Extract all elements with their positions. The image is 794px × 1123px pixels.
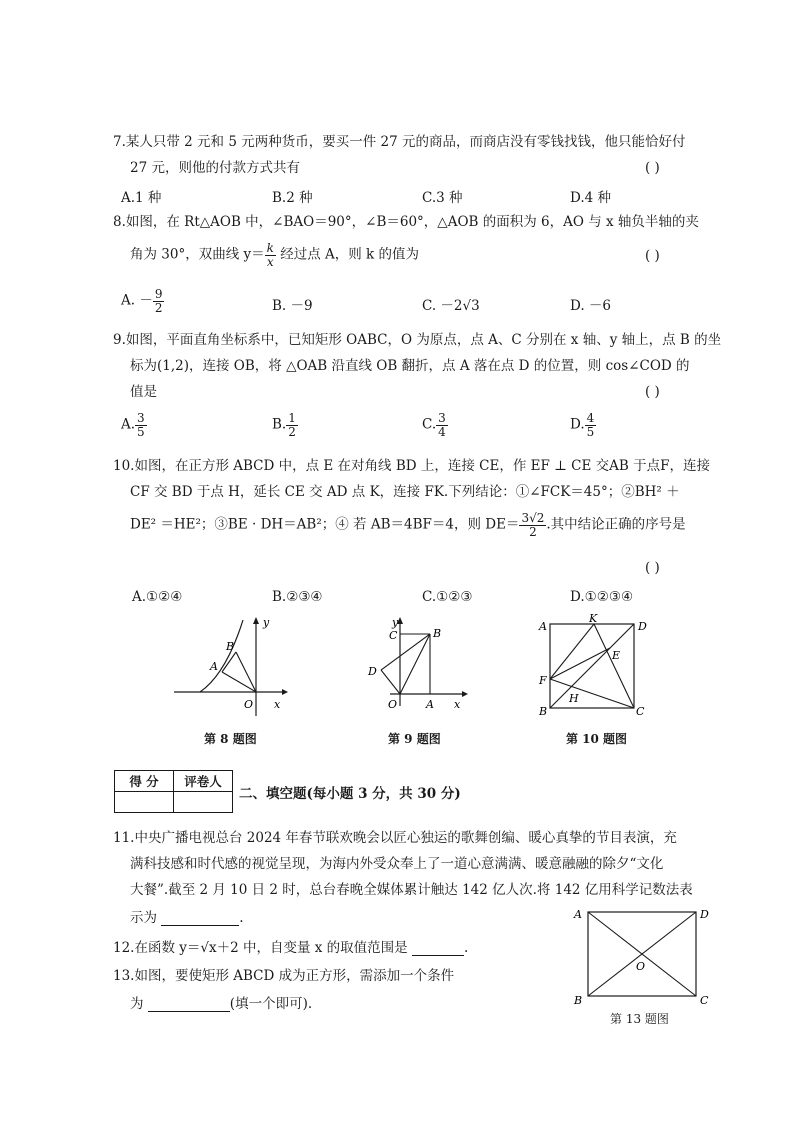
q8-option-d: D. －6 [570, 298, 612, 314]
fig8-label-x: x [274, 698, 281, 711]
fig8-x-arrow [282, 689, 288, 695]
q7-option-c: C.3 种 [422, 190, 463, 206]
fig10-label-e: E [612, 649, 621, 662]
q9-answer-paren: ( ) [645, 384, 660, 400]
q13-line2-pre: 为 [130, 996, 144, 1012]
fig9-label-x: x [454, 698, 461, 711]
q8-frac-num: k [266, 241, 274, 255]
q9-option-b-den: 2 [288, 424, 296, 439]
fig9-label-a: A [426, 698, 434, 711]
fig10-caption: 第 10 题图 [566, 732, 628, 746]
q11-line4 [130, 910, 244, 926]
q8-line2-post: 经过点 A，则 k 的值为 [275, 246, 420, 263]
q9-line1: 9.如图，平面直角坐标系中，已知矩形 OABC，O 为原点，点 A、C 分别在 x 轴、y 轴上，点 B 的坐 [113, 332, 722, 348]
fig10-segment-fe [550, 648, 610, 679]
q8-option-a-num: 9 [154, 287, 163, 301]
q9-option-c [422, 412, 448, 438]
q12-line [113, 940, 468, 956]
fig9-label-y: y [392, 616, 399, 629]
q10-line3 [130, 512, 686, 538]
fig8-label-b: B [226, 640, 235, 653]
q9-option-d-label: D. [570, 416, 585, 433]
q8-frac-den: x [266, 254, 274, 269]
q7-option-d: D.4 种 [570, 190, 612, 206]
q7-option-a: A.1 种 [121, 190, 162, 206]
fig8-y-arrow [253, 617, 259, 624]
q10-option-a: A.①②④ [132, 589, 183, 605]
q8-option-a [121, 288, 164, 314]
q9-option-d-den: 5 [586, 424, 595, 439]
q9-option-d-num: 4 [586, 411, 595, 425]
fig10-label-b: B [539, 705, 548, 718]
fig8-label-o: O [244, 698, 254, 711]
fig10-label-f: F [539, 674, 547, 687]
q8-line1: 8.如图，在 Rt△AOB 中，∠BAO＝90°，∠B＝60°，△AOB 的面积为 6，AO 与 x 轴负半轴的夹 [113, 214, 699, 230]
fig8-caption: 第 8 题图 [204, 732, 257, 746]
q9-option-b-num: 1 [288, 411, 296, 425]
q8-line2-pre: 角为 30°，双曲线 y＝ [130, 246, 265, 263]
q13-line2-post: (填一个即可). [229, 996, 313, 1012]
figure-10 [536, 612, 656, 722]
q9-option-c-den: 4 [438, 424, 446, 439]
fig9-label-d: D [368, 665, 377, 678]
score-table [114, 770, 233, 813]
score-table-score-cell [115, 792, 174, 813]
fig9-segment-od [381, 670, 400, 694]
q12-post: . [463, 940, 469, 956]
figure-13 [566, 904, 716, 1008]
figure-8 [170, 612, 290, 722]
fig10-segment-ck [594, 624, 634, 708]
q8-answer-paren: ( ) [645, 248, 660, 264]
fig13-label-b: B [574, 994, 583, 1007]
q8-line2 [130, 242, 419, 268]
q10-frac-num: 3√2 [521, 511, 545, 525]
q11-answer-blank[interactable] [161, 911, 239, 926]
fig9-label-b: B [433, 627, 442, 640]
q11-line4-post: . [239, 910, 244, 926]
q12-answer-blank[interactable] [412, 941, 464, 956]
q11-line2: 满科技感和时代感的视觉呈现，为海内外受众奉上了一道心意满满、暖意融融的除夕“文化 [130, 856, 664, 872]
q9-option-c-fraction [436, 412, 448, 438]
fig13-caption: 第 13 题图 [610, 1012, 669, 1026]
q9-option-b-label: B. [272, 416, 287, 433]
q9-option-a [121, 412, 147, 438]
q13-line2 [130, 996, 312, 1012]
q9-option-a-den: 5 [137, 424, 145, 439]
q9-option-c-num: 3 [438, 411, 446, 425]
q9-option-d-fraction [585, 412, 597, 438]
fig10-label-d: D [638, 620, 647, 633]
q9-option-b-fraction [286, 412, 298, 438]
fig8-label-y: y [263, 616, 270, 629]
fig9-caption: 第 9 题图 [388, 732, 441, 746]
fig10-segment-fc [550, 679, 634, 708]
fig10-label-a: A [539, 620, 547, 633]
q10-answer-paren: ( ) [645, 560, 660, 576]
q10-line1: 10.如图，在正方形 ABCD 中，点 E 在对角线 BD 上，连接 CE，作 EF ⊥ CE 交AB 于点F，连接 [113, 458, 710, 474]
q10-option-d: D.①②③④ [570, 589, 634, 605]
q9-option-a-num: 3 [137, 411, 145, 425]
q9-line3: 值是 [130, 384, 157, 400]
q8-option-a-den: 2 [154, 300, 163, 315]
q7-answer-paren: ( ) [645, 160, 660, 176]
fig10-diagonal-bd [550, 624, 634, 708]
fig13-label-c: C [700, 994, 709, 1007]
fig10-label-c: C [636, 705, 645, 718]
q11-line4-pre: 示为 [130, 910, 157, 926]
q10-fraction [519, 512, 546, 538]
score-table-header-row [115, 771, 233, 792]
fig9-x-arrow [462, 691, 468, 697]
q9-option-c-label: C. [422, 416, 437, 433]
q10-line3-post: .其中结论正确的序号是 [546, 516, 686, 533]
q13-line1: 13.如图，要使矩形 ABCD 成为正方形，需添加一个条件 [113, 968, 455, 984]
fig9-segment-ob [400, 634, 430, 694]
q12-text: 12.在函数 y＝√x＋2 中，自变量 x 的取值范围是 [113, 940, 408, 956]
q8-option-a-fraction [153, 288, 165, 314]
score-table-grader-cell [174, 792, 233, 813]
fig13-label-o: O [636, 960, 646, 973]
q9-line2: 标为(1,2)，连接 OB，将 △OAB 沿直线 OB 翻折，点 A 落在点 D 的位置，则 cos∠COD 的 [130, 358, 690, 374]
fig13-label-d: D [700, 908, 709, 921]
q10-line2: CF 交 BD 于点 H，延长 CE 交 AD 点 K，连接 FK.下列结论：①∠FCK＝45°；②BH² ＋ [130, 484, 680, 500]
q9-option-d [570, 412, 596, 438]
q11-line3: 大餐”.截至 2 月 10 日 2 时，总台春晚全媒体累计触达 142 亿人次.将 142 亿用科学记数法表 [130, 882, 693, 898]
fig13-label-a: A [574, 908, 582, 921]
score-table-grader-header: 评卷人 [174, 771, 233, 792]
q9-option-b [272, 412, 298, 438]
figure-9 [362, 612, 472, 722]
q9-option-a-fraction [135, 412, 147, 438]
q10-frac-den: 2 [529, 524, 537, 539]
q11-line1: 11.中央广播电视总台 2024 年春节联欢晚会以匠心独运的歌舞创编、暖心真挚的节目表演，充 [113, 830, 677, 846]
q9-option-a-label: A. [121, 416, 136, 433]
q10-line3-pre: DE² ＝HE²；③BE · DH＝AB²；④ 若 AB＝4BF＝4，则 DE＝ [130, 516, 520, 533]
score-table-score-header: 得 分 [115, 771, 174, 792]
fig9-label-c: C [389, 629, 398, 642]
q8-option-c: C. －2√3 [422, 298, 480, 314]
fig9-label-o: O [388, 698, 398, 711]
q10-option-b: B.②③④ [272, 589, 323, 605]
fig10-label-h: H [569, 692, 579, 705]
q8-option-a-label: A. － [121, 292, 153, 309]
fig10-label-k: K [589, 612, 598, 625]
section2-title: 二、填空题(每小题 3 分，共 30 分) [239, 786, 461, 802]
fig8-hyperbola [200, 620, 243, 692]
q13-answer-blank[interactable] [148, 997, 230, 1012]
q7-line2: 27 元，则他的付款方式共有 [130, 160, 300, 176]
q8-fraction [265, 242, 276, 268]
q10-option-c: C.①②③ [422, 589, 473, 605]
q7-option-b: B.2 种 [272, 190, 313, 206]
score-table-entry-row [115, 792, 233, 813]
q8-option-b: B. －9 [272, 298, 313, 314]
fig8-label-a: A [210, 660, 218, 673]
q7-line1: 7.某人只带 2 元和 5 元两种货币，要买一件 27 元的商品，而商店没有零钱找钱，他只能恰好付 [113, 134, 686, 150]
